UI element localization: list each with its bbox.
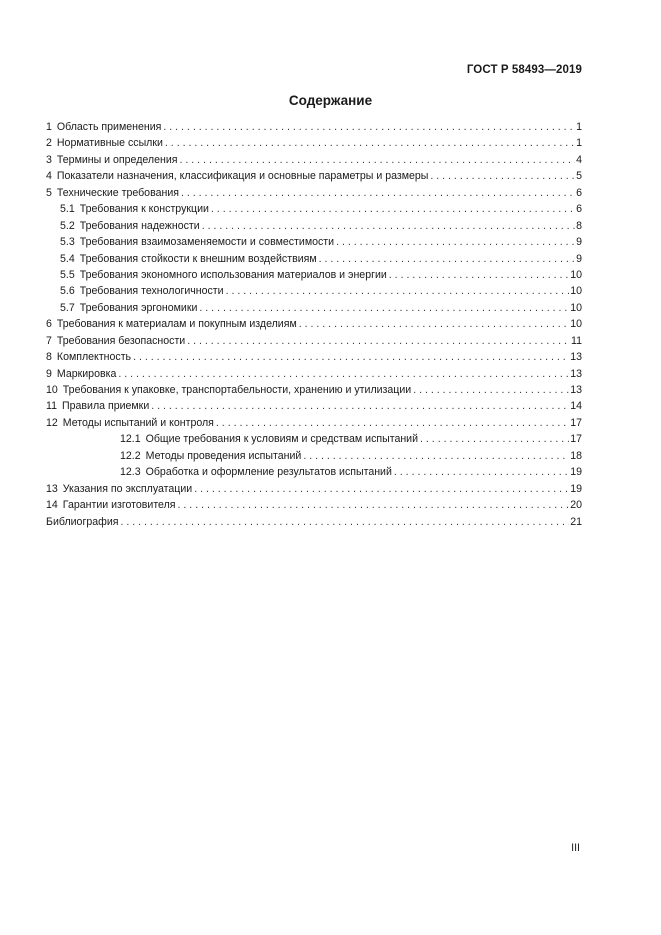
toc-entry-label: Методы испытаний и контроля [62, 416, 214, 429]
toc-entry-title [46, 514, 118, 530]
toc-entry-title [60, 201, 209, 217]
toc-entry-page: 18 [570, 449, 582, 462]
toc-leader-dots [151, 398, 569, 414]
toc-entry-title [60, 300, 197, 316]
toc-entry-page: 13 [570, 384, 582, 396]
toc-entry-page: 10 [570, 285, 582, 298]
toc-entry-label: Термины и определения [56, 153, 178, 166]
document-code: ГОСТ Р 58493—2019 [466, 64, 582, 76]
toc-entry-page: 6 [576, 186, 582, 199]
toc-entry[interactable] [46, 218, 582, 234]
toc-entry-title [120, 431, 418, 447]
toc-entry-label: Технические требования [56, 186, 179, 199]
toc-leader-dots [163, 119, 575, 135]
toc-entry-number: 5.3 [60, 236, 75, 249]
table-of-contents [46, 119, 582, 530]
toc-entry-page: 14 [570, 400, 582, 413]
toc-entry-label: Методы проведения испытаний [145, 449, 302, 462]
toc-entry[interactable] [46, 514, 582, 530]
toc-entry-number: 5.4 [60, 252, 75, 265]
toc-entry-title [60, 267, 387, 283]
toc-leader-dots [118, 366, 569, 382]
toc-entry-page: 21 [570, 515, 582, 528]
toc-entry[interactable] [46, 135, 582, 151]
toc-entry-label: Требования экономного использования материалов и энергии [79, 268, 387, 281]
toc-entry[interactable] [46, 398, 582, 414]
toc-entry-label: Требования к конструкции [79, 203, 209, 216]
toc-entry[interactable] [46, 316, 582, 332]
toc-entry[interactable] [46, 333, 582, 349]
toc-entry-page: 1 [576, 137, 582, 150]
toc-entry[interactable] [46, 185, 582, 201]
toc-entry[interactable] [46, 382, 582, 398]
toc-entry-number: 8 [46, 351, 52, 364]
toc-entry-title [46, 333, 185, 349]
toc-entry-number: 6 [46, 318, 52, 331]
toc-entry-label: Гарантии изготовителя [62, 499, 176, 512]
toc-entry[interactable] [46, 464, 582, 480]
toc-entry-page: 9 [576, 236, 582, 249]
toc-leader-dots [202, 218, 575, 234]
toc-entry-label: Правила приемки [62, 400, 150, 413]
toc-entry-title [46, 185, 179, 201]
toc-entry-label: Требования к упаковке, транспортабельности, хранению и утилизации [62, 384, 412, 396]
toc-entry-number: 5.2 [60, 219, 75, 232]
toc-entry-title [46, 316, 297, 332]
toc-entry-title [120, 448, 301, 464]
toc-entry-page: 4 [576, 153, 582, 166]
toc-entry-title [46, 119, 161, 135]
toc-entry-page: 17 [570, 416, 582, 429]
toc-entry[interactable] [46, 300, 582, 316]
toc-leader-dots [389, 267, 569, 283]
toc-entry-page: 13 [570, 367, 582, 380]
toc-entry-page: 10 [570, 268, 582, 281]
toc-entry[interactable] [46, 168, 582, 184]
toc-entry-label: Требования надежности [79, 219, 200, 232]
toc-entry[interactable] [46, 234, 582, 250]
toc-entry[interactable] [46, 497, 582, 513]
toc-entry-label: Библиография [46, 515, 119, 528]
toc-title: Содержание [288, 93, 373, 108]
toc-entry-page: 1 [576, 121, 582, 133]
toc-entry-title [46, 366, 116, 382]
toc-entry-title [46, 349, 131, 365]
toc-entry-title [60, 234, 334, 250]
toc-entry-title [120, 464, 392, 480]
toc-entry-label: Показатели назначения, классификация и основные параметры и размеры [56, 170, 429, 183]
toc-entry-number: 12.1 [120, 433, 141, 446]
toc-entry-page: 13 [570, 351, 582, 364]
toc-entry-title [46, 168, 428, 184]
toc-leader-dots [178, 497, 570, 513]
toc-entry-title [60, 283, 224, 299]
toc-entry-label: Требования взаимозаменяемости и совместимости [79, 236, 335, 249]
toc-entry-number: 13 [46, 482, 58, 495]
toc-leader-dots [420, 431, 569, 447]
page-number: III [571, 842, 580, 854]
toc-entry-title [46, 415, 214, 431]
toc-leader-dots [226, 283, 570, 299]
toc-entry-title [60, 251, 317, 267]
toc-entry-number: 14 [46, 499, 58, 512]
toc-entry-label: Общие требования к условиям и средствам испытаний [145, 433, 419, 446]
toc-leader-dots [133, 349, 569, 365]
toc-entry[interactable] [46, 201, 582, 217]
toc-entry-number: 12.3 [120, 466, 141, 479]
toc-entry[interactable] [46, 448, 582, 464]
toc-leader-dots [181, 185, 575, 201]
toc-entry[interactable] [46, 152, 582, 168]
toc-leader-dots [120, 514, 569, 530]
toc-leader-dots [180, 152, 576, 168]
toc-entry-label: Область применения [56, 121, 162, 133]
toc-leader-dots [413, 382, 569, 398]
toc-entry-title [46, 497, 176, 513]
toc-entry-page: 20 [570, 499, 582, 512]
toc-entry-page: 11 [571, 334, 582, 347]
toc-entry-label: Комплектность [56, 351, 132, 364]
toc-leader-dots [299, 316, 569, 332]
toc-entry-title [46, 382, 411, 398]
toc-entry[interactable] [46, 366, 582, 382]
toc-entry-number: 7 [46, 334, 52, 347]
toc-entry-page: 17 [570, 433, 582, 446]
toc-entry-number: 5.5 [60, 268, 75, 281]
toc-leader-dots [216, 415, 569, 431]
toc-entry-number: 3 [46, 153, 52, 166]
toc-entry-label: Маркировка [56, 367, 117, 380]
toc-entry-page: 8 [576, 219, 582, 232]
toc-entry-number: 5 [46, 186, 52, 199]
toc-entry-label: Указания по эксплуатации [62, 482, 193, 495]
toc-entry-label: Требования безопасности [56, 334, 186, 347]
toc-entry-number: 9 [46, 367, 52, 380]
toc-leader-dots [430, 168, 575, 184]
toc-entry[interactable] [46, 349, 582, 365]
toc-entry-page: 5 [576, 170, 582, 183]
toc-entry-label: Обработка и оформление результатов испытаний [145, 466, 392, 479]
toc-leader-dots [199, 300, 569, 316]
toc-leader-dots [336, 234, 575, 250]
toc-entry-page: 6 [576, 203, 582, 216]
toc-leader-dots [187, 333, 570, 349]
toc-entry-number: 11 [46, 400, 57, 413]
toc-leader-dots [194, 481, 569, 497]
toc-leader-dots [211, 201, 575, 217]
toc-entry[interactable] [46, 119, 582, 135]
toc-entry-number: 4 [46, 170, 52, 183]
toc-leader-dots [303, 448, 569, 464]
toc-entry[interactable] [46, 481, 582, 497]
toc-entry-title [60, 218, 200, 234]
toc-entry-label: Требования к материалам и покупным изделиям [56, 318, 297, 331]
toc-entry-label: Требования стойкости к внешним воздействиям [79, 252, 317, 265]
toc-leader-dots [165, 135, 575, 151]
toc-entry-page: 10 [570, 301, 582, 314]
toc-entry-number: 2 [46, 137, 52, 150]
toc-entry-number: 5.7 [60, 301, 75, 314]
toc-entry-label: Требования эргономики [79, 301, 198, 314]
toc-entry-label: Требования технологичности [79, 285, 224, 298]
toc-entry-label: Нормативные ссылки [56, 137, 163, 150]
toc-entry-number: 5.1 [60, 203, 75, 216]
toc-leader-dots [394, 464, 569, 480]
toc-entry-number: 5.6 [60, 285, 75, 298]
toc-entry-title [46, 481, 192, 497]
toc-entry[interactable] [46, 431, 582, 447]
toc-entry-number: 12.2 [120, 449, 141, 462]
toc-entry[interactable] [46, 283, 582, 299]
toc-entry-title [46, 398, 149, 414]
toc-entry-page: 19 [570, 466, 582, 479]
toc-entry[interactable] [46, 267, 582, 283]
toc-entry-title [46, 135, 163, 151]
toc-entry[interactable] [46, 415, 582, 431]
toc-entry-page: 19 [570, 482, 582, 495]
toc-entry-page: 10 [570, 318, 582, 331]
toc-entry-title [46, 152, 178, 168]
toc-entry[interactable] [46, 251, 582, 267]
toc-entry-number: 10 [46, 384, 58, 396]
toc-entry-number: 12 [46, 416, 58, 429]
toc-leader-dots [319, 251, 575, 267]
toc-entry-page: 9 [576, 252, 582, 265]
toc-entry-number: 1 [46, 121, 52, 133]
